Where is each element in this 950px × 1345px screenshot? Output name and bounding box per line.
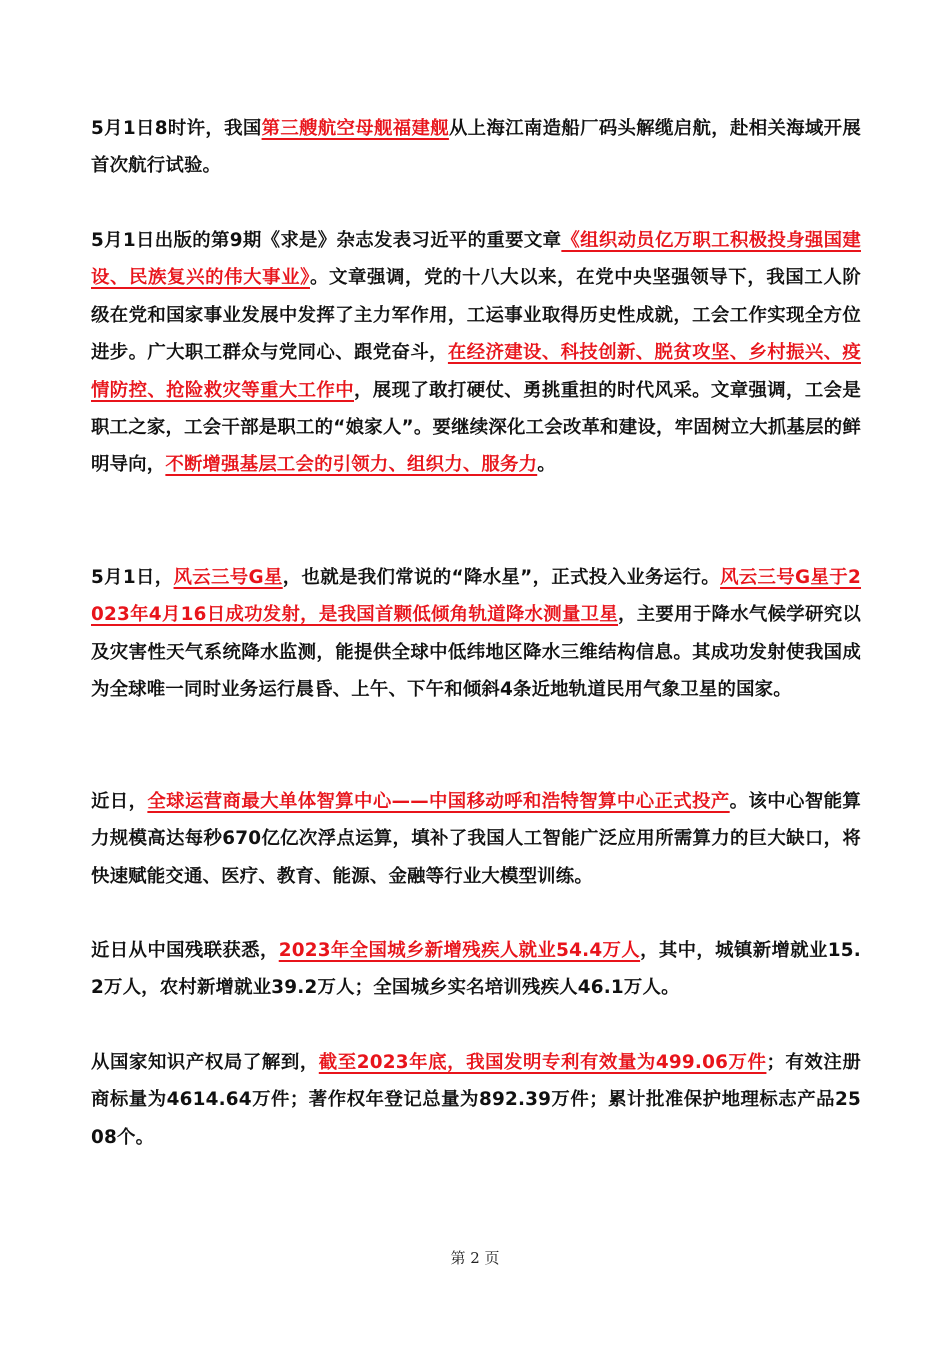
paragraph-text: 近日，: [91, 791, 148, 812]
highlighted-phrase: 2023年全国城乡新增残疾人就业54.4万人: [278, 940, 641, 961]
paragraph-text: ，也就是我们常说的“降水星”，正式投入业务运行。: [282, 567, 721, 588]
paragraph-text: ，其中，城镇新增就业15.2万人，农村新增就业39.2万人；全国城乡实名培训残疾人46.1万人。: [91, 940, 861, 999]
highlighted-phrase: 在经济建设、科技创新、脱贫攻坚、乡村振兴、疫情防控、抢险救灾等重大工作中: [91, 342, 861, 401]
paragraph-text: 。: [537, 454, 556, 476]
page-number: 第 2 页: [450, 1249, 500, 1267]
highlighted-phrase: 风云三号G星于2023年4月16日成功发射，是我国首颗低倾角轨道降水测量卫星: [91, 567, 861, 626]
paragraph-text: ；有效注册商标量为4614.64万件；著作权年登记总量为892.39万件；累计批准保护地理标志产品2508个。: [91, 1052, 861, 1148]
highlighted-phrase: 《组织动员亿万职工积极投身强国建设、民族复兴的伟大事业》: [91, 230, 861, 289]
paragraph-text: 从国家知识产权局了解到，: [91, 1052, 319, 1073]
highlighted-phrase: 全球运营商最大单体智算中心——中国移动呼和浩特智算中心正式投产: [147, 791, 730, 812]
paragraph-text: 。文章强调，党的十八大以来，在党中央坚强领导下，我国工人阶级在党和国家事业发展中发挥了主力军作用，工运事业取得历史性成就，工会工作实现全方位进步。广大职工群众与党同心、跟党奋斗，: [91, 267, 861, 364]
news-paragraph-disabled: [91, 932, 861, 1007]
highlighted-phrase: 截至2023年底，我国发明专利有效量为499.06万件: [318, 1052, 767, 1073]
highlighted-phrase: 风云三号G星: [173, 567, 283, 588]
paragraph-text: 5月1日，: [91, 567, 174, 588]
highlighted-phrase: 第三艘航空母舰福建舰: [261, 118, 449, 139]
paragraph-text: 。该中心智能算力规模高达每秒670亿亿次浮点运算，填补了我国人工智能广泛应用所需算力的巨大缺口，将快速赋能交通、医疗、教育、能源、金融等行业大模型训练。: [91, 791, 862, 887]
news-paragraph-patent: [91, 1044, 861, 1156]
highlighted-phrase: 不断增强基层工会的引领力、组织力、服务力: [165, 454, 538, 476]
paragraph-text: 从上海江南造船厂码头解缆启航，赴相关海域开展首次航行试验。: [91, 118, 861, 177]
news-paragraph-fengyun: [91, 559, 861, 709]
paragraph-text: ，主要用于降水气候学研究以及灾害性天气系统降水监测，能提供全球中低纬地区降水三维结构信息。其成功发射使我国成为全球唯一同时业务运行晨昏、上午、下午和倾斜4条近地轨道民用气象卫星的国家。: [91, 604, 861, 701]
news-paragraph-carrier: [91, 110, 861, 185]
paragraph-text: ，展现了敢打硬仗、勇挑重担的时代风采。文章强调，工会是职工之家，工会干部是职工的“娘家人”。要继续深化工会改革和建设，牢固树立大抓基层的鲜明导向，: [91, 379, 861, 476]
paragraph-text: 近日从中国残联获悉，: [91, 940, 279, 961]
news-paragraph-qiushi: [91, 222, 861, 484]
paragraph-text: 5月1日8时许，我国: [91, 118, 262, 139]
news-paragraph-computing: [91, 783, 861, 895]
paragraph-text: 5月1日出版的第9期《求是》杂志发表习近平的重要文章: [91, 230, 562, 251]
